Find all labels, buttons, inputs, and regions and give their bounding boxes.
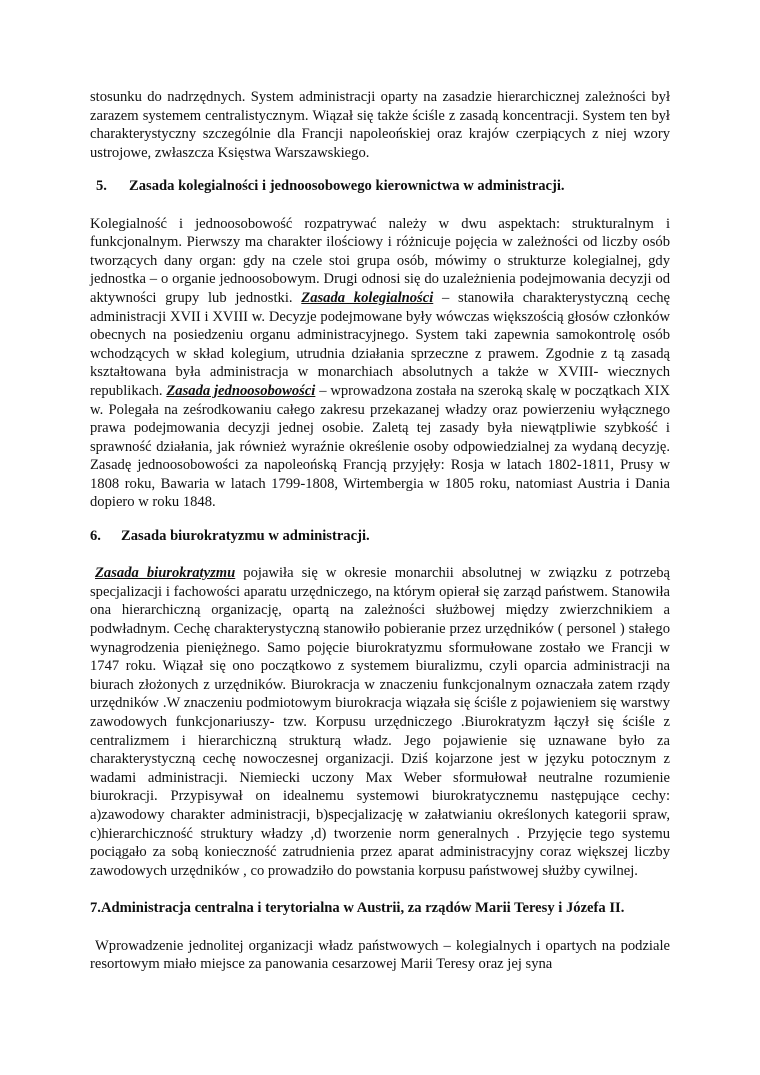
section-5-title: Zasada kolegialności i jednoosobowego kierownictwa w administracji. <box>129 178 565 195</box>
section-5-paragraph <box>90 215 670 513</box>
section-6-title: Zasada biurokratyzmu w administracji. <box>121 528 370 545</box>
section-6-heading <box>90 527 670 546</box>
section-5-number: 5. <box>96 178 107 195</box>
section-5-text-part-3: – wprowadzona została na szeroką skalę w początkach XIX w. Polegała na ześrodkowaniu całego zakresu przekazanej władzy oraz powierzeniu wyłącznego prawa podejmowania decyzji jednej osobie. Zaletą tej zasady była niewątpliwie szybkość i sprawność działania, jak również wyraźnie określenie osoby odpowiedzialnej za wydaną decyzję. Zasadę jednoosobowości za napoleońską Francją przyjęły: Rosja w latach 1802-1811, Prusy w 1808 roku, Bawaria w latach 1799-1808, Wirtembergia w 1805 roku, natomiast Austria i Dania dopiero w roku 1848. <box>90 382 671 511</box>
section-5-text-part-2: – stanowiła charakterystyczną cechę administracji XVII i XVIII w. Decyzje podejmowane były wówczas większością głosów członków obecnych na posiedzeniu organu administracyjnego. System taki zapewnia samokontrolę osób wchodzących w skład kolegium, utrudnia działania sprzeczne z prawem. Zgodnie z tą zasadą kształtowana była administracja w monarchiach absolutnych a także w XVIII- wiecznych republikach. <box>90 289 670 399</box>
term-biurokratyzm: Zasada biurokratyzmu <box>95 565 236 582</box>
section-7-paragraph: Wprowadzenie jednolitej organizacji władz państwowych – kolegialnych i opartych na podziale resortowym miało miejsce za panowania cesarzowej Marii Teresy oraz jej syna <box>90 937 670 973</box>
section-5-heading <box>90 177 670 196</box>
intro-paragraph: stosunku do nadrzędnych. System administracji oparty na zasadzie hierarchicznej zależności był zarazem systemem centralistycznym. Wiązał się także ściśle z zasadą koncentracji. System ten był charakterystyczny szczególnie dla Francji napoleońskiej oraz krajów czerpiących z niej wzory ustrojowe, zwłaszcza Księstwa Warszawskiego. <box>90 89 670 161</box>
document-page <box>90 88 670 974</box>
section-7-heading: 7.Administracja centralna i terytorialna w Austrii, za rządów Marii Teresy i Józefa II. <box>90 900 625 917</box>
section-6-text: pojawiła się w okresie monarchii absolutnej w związku z potrzebą specjalizacji i fachowości aparatu urzędniczego, na którym opierał się zarząd państwem. Stanowiła ona hierarchiczną organizację, opartą na zależności służbowej między zwierzchnikiem a podwładnym. Cechę charakterystyczną stanowiło pobieranie przez urzędników ( personel ) stałego wynagrodzenia pieniężnego. Samo pojęcie biurokratyzmu sformułowane zostało we Francji w 1747 roku. Wiązał się ono początkowo z systemem biuralizmu, czyli oparcia administracji na biurach złożonych z urzędników. Biurokracja w znaczeniu funkcjonalnym oznaczała zatem rządy urzędników .W znaczeniu podmiotowym biurokracja wiązała się ściśle z pojawieniem się warstwy zawodowych funkcjonariuszy- tzw. Korpusu urzędniczego .Biurokratyzm łączył się ściśle z centralizmem i hierarchiczną strukturą władz. Jego pojawienie się uznawane było za charakterystyczną cechę nowoczesnej organizacji. Dziś kojarzone jest w języku potocznym z wadami administracji. Niemiecki uczony Max Weber sformułował neutralne rozumienie biurokracji. Przypisywał on idealnemu systemowi biurokratycznemu następujące cechy: a)zawodowy charakter administracji, b)specjalizację w załatwianiu określonych kategorii spraw, c)hierarchiczność struktury władzy ,d) tworzenie norm generalnych . Przyjęcie tego systemu pociągało za sobą konieczność zatrudnienia przez aparat administracyjny coraz większej liczby zawodowych urzędników , co prowadziło do powstania korpusu państwowej służby cywilnej. <box>90 565 671 879</box>
term-kolegialnosc: Zasada kolegialności <box>301 289 434 306</box>
section-6-number: 6. <box>90 528 101 545</box>
term-jednoosobowosc: Zasada jednoosobowości <box>166 382 316 399</box>
section-6-paragraph <box>90 564 670 880</box>
section-5-text-part-1: Kolegialność i jednoosobowość rozpatrywać należy w dwu aspektach: strukturalnym i funkcjonalnym. Pierwszy ma charakter ilościowy i różnicuje pojęcia w zależności od liczby osób tworzących dany organ: gdy na czele stoi grupa osób, mówimy o strukturze kolegialnej, gdy jednostka – o organie jednoosobowym. Drugi odnosi się do uzależnienia podejmowania decyzji od aktywności grupy lub jednostki. <box>90 215 670 306</box>
